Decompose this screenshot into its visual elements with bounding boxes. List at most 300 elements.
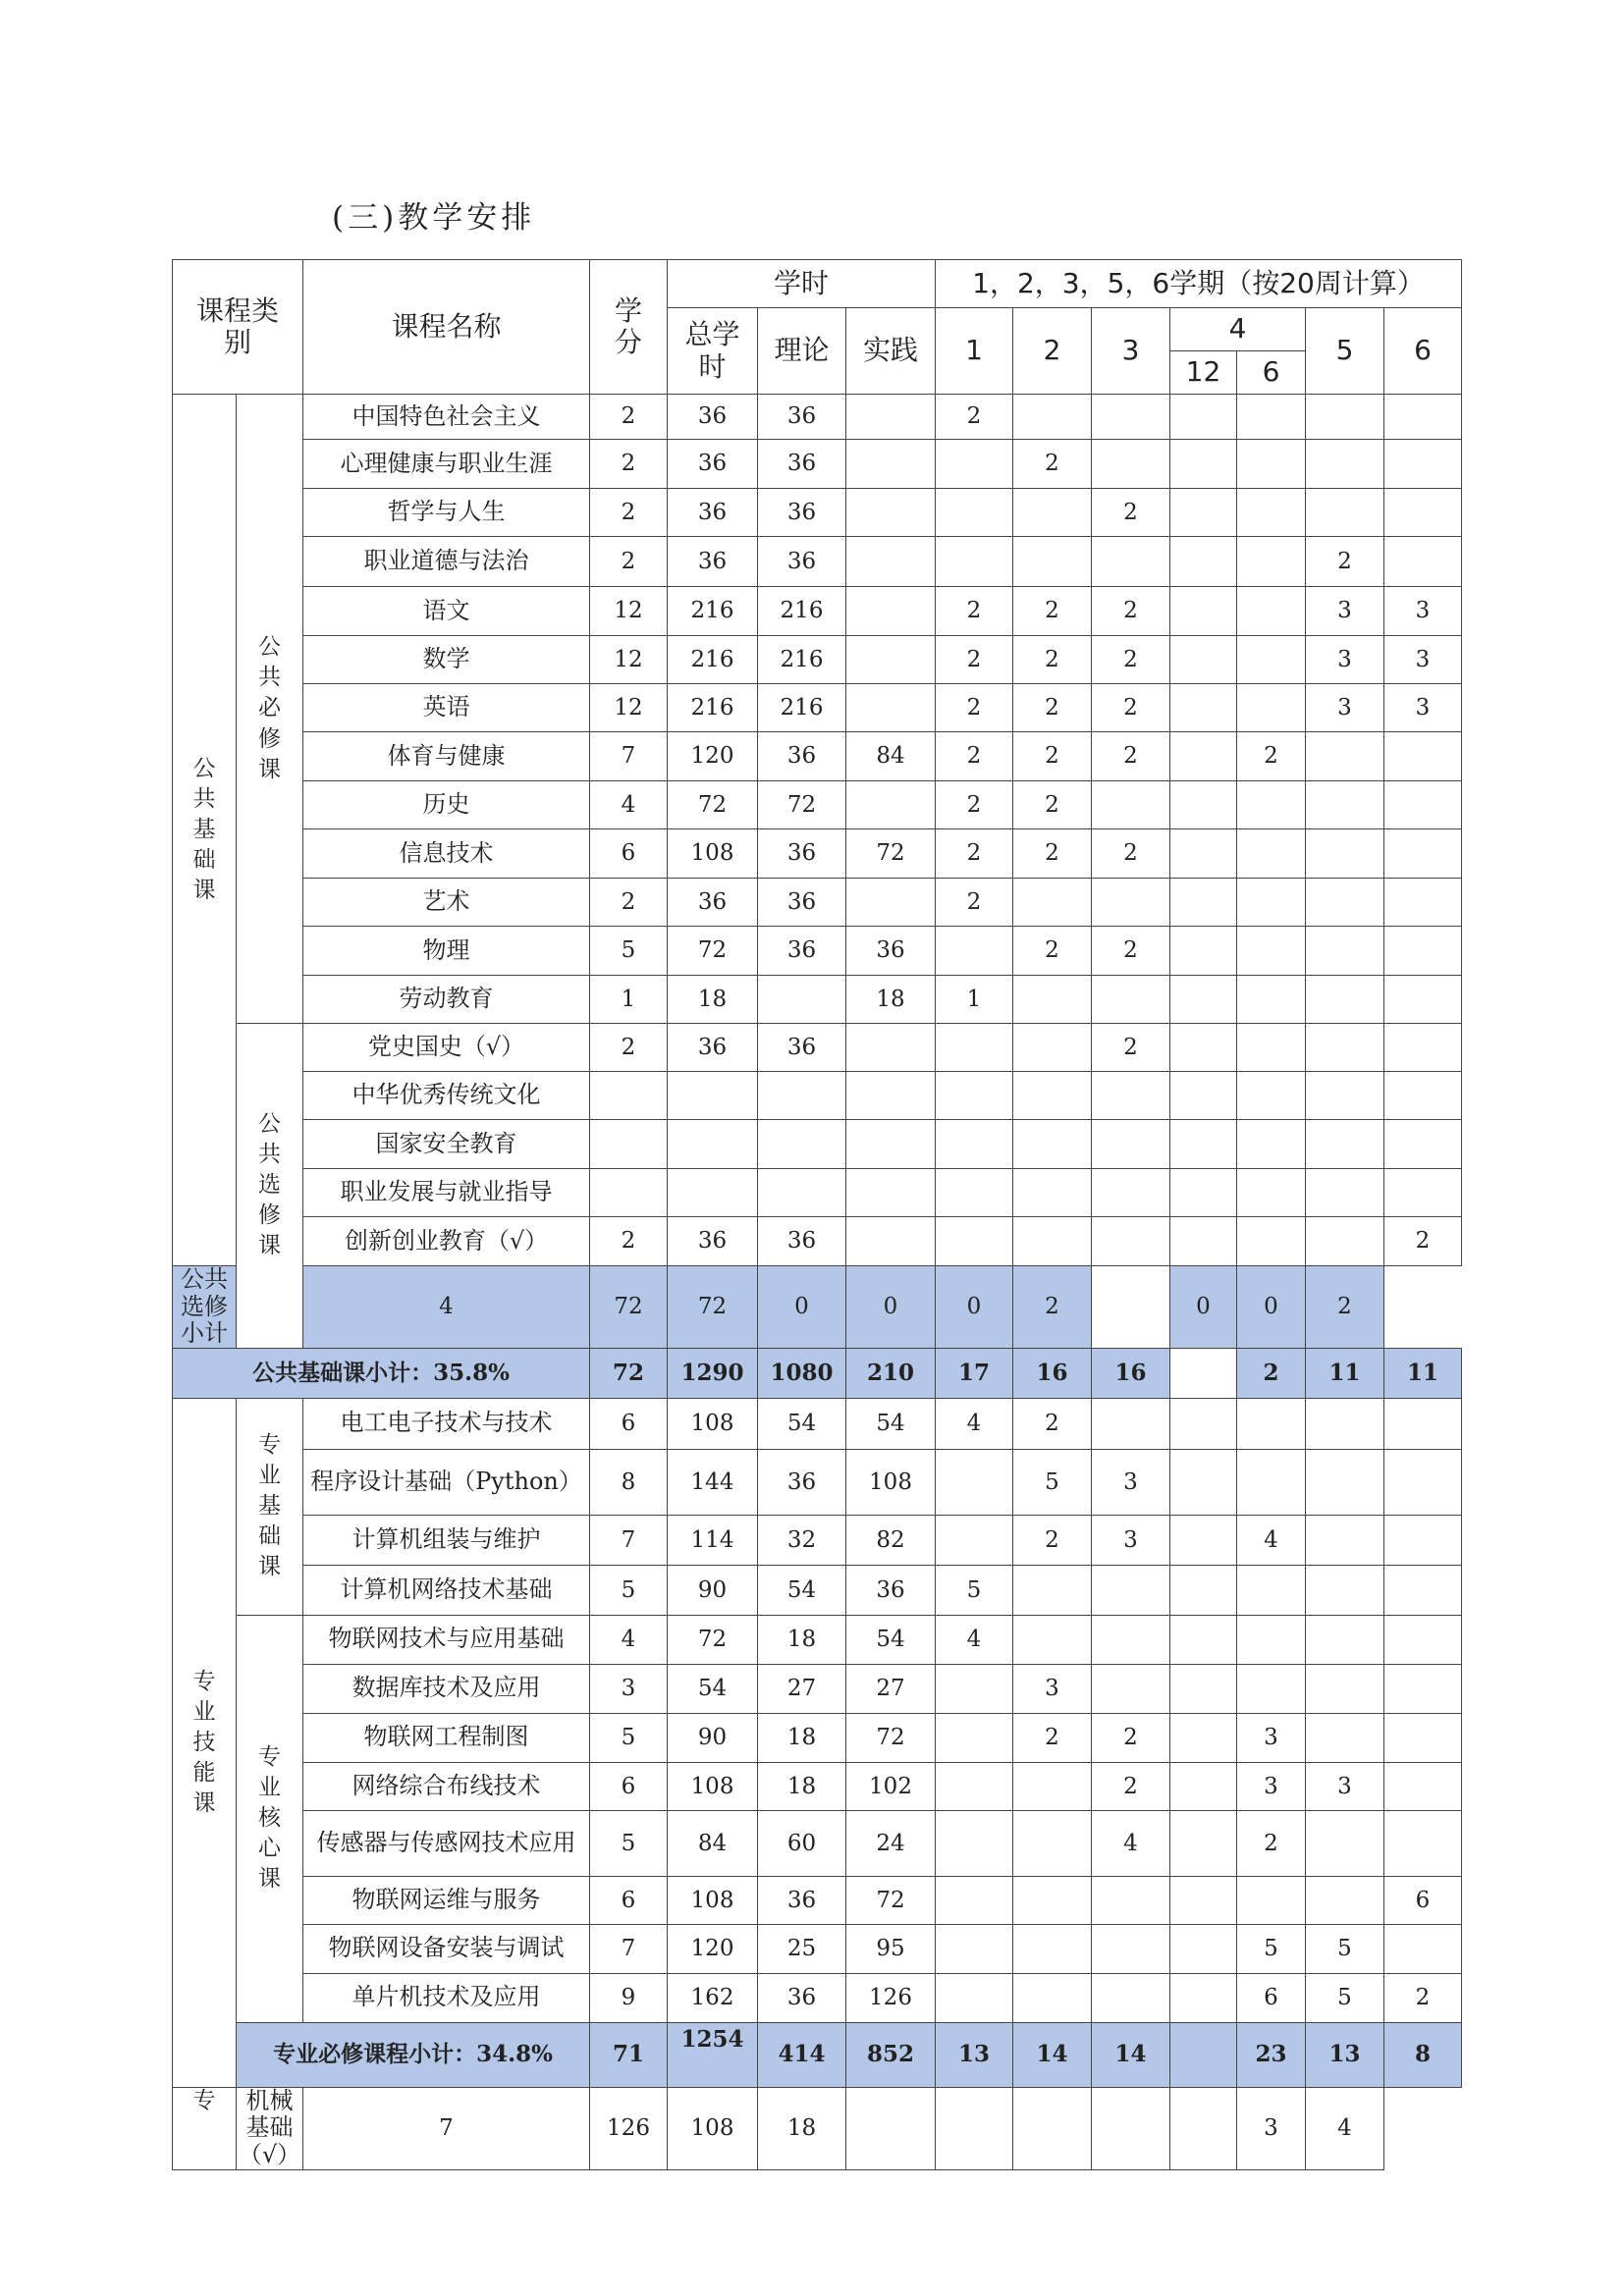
value-cell bbox=[1306, 1810, 1384, 1876]
value-cell bbox=[1384, 1664, 1462, 1713]
value-cell bbox=[1013, 1810, 1092, 1876]
course-name-cell: 机械基础（√） bbox=[237, 2087, 303, 2169]
value-cell: 2 bbox=[590, 489, 668, 537]
header-sem4a: 12 bbox=[1170, 351, 1237, 395]
value-cell: 84 bbox=[668, 1810, 758, 1876]
value-cell bbox=[846, 489, 936, 537]
value-cell bbox=[668, 1072, 758, 1120]
value-cell bbox=[1384, 537, 1462, 587]
value-cell bbox=[936, 1120, 1013, 1169]
value-cell: 144 bbox=[668, 1449, 758, 1515]
value-cell: 2 bbox=[590, 879, 668, 927]
value-cell: 12 bbox=[590, 636, 668, 684]
value-cell bbox=[1013, 1876, 1092, 1924]
value-cell: 2 bbox=[1092, 587, 1170, 636]
value-cell: 2 bbox=[1013, 732, 1092, 781]
value-cell: 72 bbox=[668, 1266, 758, 1349]
value-cell bbox=[1092, 440, 1170, 489]
table-row bbox=[173, 1713, 1462, 1762]
value-cell bbox=[936, 1876, 1013, 1924]
value-cell: 27 bbox=[846, 1664, 936, 1713]
value-cell bbox=[846, 440, 936, 489]
value-cell: 126 bbox=[846, 1973, 936, 2022]
value-cell: 18 bbox=[758, 1762, 846, 1810]
value-cell bbox=[758, 976, 846, 1024]
table-row bbox=[173, 1072, 1462, 1120]
value-cell bbox=[1170, 732, 1237, 781]
table-body bbox=[173, 395, 1462, 2170]
value-cell bbox=[1237, 1398, 1306, 1449]
value-cell bbox=[1384, 879, 1462, 927]
value-cell bbox=[1013, 2087, 1092, 2169]
value-cell: 5 bbox=[936, 1565, 1013, 1615]
value-cell: 2 bbox=[1013, 587, 1092, 636]
value-cell: 5 bbox=[590, 1565, 668, 1615]
table-row bbox=[173, 636, 1462, 684]
value-cell bbox=[1306, 1120, 1384, 1169]
value-cell bbox=[1170, 1664, 1237, 1713]
course-name-cell: 创新创业教育（√） bbox=[303, 1217, 590, 1266]
value-cell: 2 bbox=[936, 395, 1013, 440]
value-cell: 72 bbox=[668, 781, 758, 829]
section-heading: (三)教学安排 bbox=[332, 200, 536, 236]
value-cell: 71 bbox=[590, 2022, 668, 2087]
value-cell: 4 bbox=[936, 1615, 1013, 1664]
subtotal-label: 公共基础课小计：35.8% bbox=[173, 1348, 590, 1398]
table-row bbox=[173, 684, 1462, 732]
value-cell: 11 bbox=[1384, 1348, 1462, 1398]
value-cell: 17 bbox=[936, 1348, 1013, 1398]
value-cell bbox=[1092, 395, 1170, 440]
value-cell: 36 bbox=[758, 927, 846, 976]
value-cell bbox=[1237, 1169, 1306, 1217]
value-cell: 4 bbox=[590, 1615, 668, 1664]
value-cell bbox=[590, 1169, 668, 1217]
value-cell bbox=[1384, 829, 1462, 879]
value-cell: 2 bbox=[1092, 1713, 1170, 1762]
value-cell bbox=[1384, 1810, 1462, 1876]
value-cell: 60 bbox=[758, 1810, 846, 1876]
value-cell: 2 bbox=[1092, 927, 1170, 976]
value-cell: 2 bbox=[1092, 1762, 1170, 1810]
table-row bbox=[173, 829, 1462, 879]
value-cell bbox=[1306, 489, 1384, 537]
value-cell bbox=[1384, 1713, 1462, 1762]
value-cell bbox=[1013, 879, 1092, 927]
table-row bbox=[173, 1615, 1462, 1664]
value-cell: 2 bbox=[590, 1024, 668, 1072]
value-cell bbox=[1092, 1876, 1170, 1924]
value-cell: 3 bbox=[1092, 1515, 1170, 1565]
course-name-cell: 计算机组装与维护 bbox=[303, 1515, 590, 1565]
value-cell: 414 bbox=[758, 2022, 846, 2087]
header-sem4b: 6 bbox=[1237, 351, 1306, 395]
value-cell: 2 bbox=[590, 395, 668, 440]
value-cell: 108 bbox=[846, 1449, 936, 1515]
value-cell bbox=[936, 1664, 1013, 1713]
value-cell bbox=[846, 395, 936, 440]
value-cell bbox=[668, 1169, 758, 1217]
value-cell bbox=[846, 1024, 936, 1072]
header-sem2: 2 bbox=[1013, 308, 1092, 395]
value-cell bbox=[1237, 587, 1306, 636]
value-cell: 0 bbox=[936, 1266, 1013, 1349]
value-cell: 16 bbox=[1013, 1348, 1092, 1398]
value-cell bbox=[1170, 1217, 1237, 1266]
value-cell: 5 bbox=[590, 1810, 668, 1876]
value-cell: 54 bbox=[758, 1398, 846, 1449]
table-row bbox=[173, 1924, 1462, 1973]
value-cell bbox=[1237, 1664, 1306, 1713]
value-cell: 108 bbox=[668, 829, 758, 879]
value-cell: 2 bbox=[1013, 440, 1092, 489]
value-cell bbox=[1170, 829, 1237, 879]
value-cell bbox=[846, 537, 936, 587]
value-cell: 18 bbox=[668, 976, 758, 1024]
value-cell bbox=[936, 1762, 1013, 1810]
value-cell bbox=[936, 1973, 1013, 2022]
value-cell: 2 bbox=[590, 537, 668, 587]
course-name-cell: 公共选修小计 bbox=[173, 1266, 237, 1349]
value-cell bbox=[1170, 1449, 1237, 1515]
value-cell bbox=[1170, 684, 1237, 732]
group-public-basic: 公 共 基 础 课 bbox=[173, 395, 237, 1266]
value-cell bbox=[1306, 1398, 1384, 1449]
value-cell bbox=[1384, 395, 1462, 440]
value-cell bbox=[1384, 1924, 1462, 1973]
value-cell: 2 bbox=[1013, 1713, 1092, 1762]
value-cell bbox=[936, 440, 1013, 489]
value-cell: 216 bbox=[668, 636, 758, 684]
value-cell bbox=[936, 1024, 1013, 1072]
value-cell bbox=[1384, 440, 1462, 489]
subtotal-row-elective bbox=[173, 1266, 1462, 1349]
course-name-cell: 国家安全教育 bbox=[303, 1120, 590, 1169]
course-name-cell: 体育与健康 bbox=[303, 732, 590, 781]
value-cell bbox=[1013, 1072, 1092, 1120]
table-row bbox=[173, 1217, 1462, 1266]
value-cell: 3 bbox=[1237, 2087, 1306, 2169]
value-cell bbox=[1092, 976, 1170, 1024]
value-cell: 102 bbox=[846, 1762, 936, 1810]
value-cell bbox=[1170, 636, 1237, 684]
value-cell: 2 bbox=[1306, 1266, 1384, 1349]
value-cell bbox=[1237, 537, 1306, 587]
value-cell: 4 bbox=[303, 1266, 590, 1349]
course-name-cell: 数据库技术及应用 bbox=[303, 1664, 590, 1713]
course-name-cell: 数学 bbox=[303, 636, 590, 684]
value-cell bbox=[1384, 489, 1462, 537]
value-cell: 120 bbox=[668, 1924, 758, 1973]
value-cell: 90 bbox=[668, 1713, 758, 1762]
value-cell: 54 bbox=[846, 1398, 936, 1449]
value-cell bbox=[1170, 1515, 1237, 1565]
value-cell: 108 bbox=[668, 1876, 758, 1924]
value-cell bbox=[1013, 489, 1092, 537]
teaching-schedule-table bbox=[172, 259, 1462, 2170]
value-cell: 1254 bbox=[668, 2022, 758, 2087]
value-cell: 72 bbox=[846, 829, 936, 879]
value-cell: 8 bbox=[590, 1449, 668, 1515]
value-cell bbox=[1384, 1398, 1462, 1449]
table-row bbox=[173, 1449, 1462, 1515]
value-cell bbox=[1092, 1664, 1170, 1713]
table-row bbox=[173, 976, 1462, 1024]
value-cell: 6 bbox=[590, 829, 668, 879]
value-cell bbox=[1170, 1348, 1237, 1398]
value-cell bbox=[1306, 781, 1384, 829]
value-cell bbox=[1306, 879, 1384, 927]
value-cell bbox=[1013, 1120, 1092, 1169]
value-cell bbox=[936, 1924, 1013, 1973]
value-cell: 6 bbox=[1384, 1876, 1462, 1924]
value-cell: 2 bbox=[936, 879, 1013, 927]
value-cell: 2 bbox=[936, 781, 1013, 829]
subtotal-label: 专业必修课程小计：34.8% bbox=[237, 2022, 590, 2087]
value-cell: 82 bbox=[846, 1515, 936, 1565]
header-theory: 理论 bbox=[758, 308, 846, 395]
value-cell: 2 bbox=[1092, 489, 1170, 537]
value-cell: 36 bbox=[668, 1024, 758, 1072]
value-cell: 0 bbox=[846, 1266, 936, 1349]
value-cell bbox=[1237, 1876, 1306, 1924]
value-cell: 1080 bbox=[758, 1348, 846, 1398]
value-cell bbox=[1306, 927, 1384, 976]
value-cell: 2 bbox=[1384, 1217, 1462, 1266]
value-cell bbox=[1237, 879, 1306, 927]
value-cell bbox=[1092, 537, 1170, 587]
course-name-cell: 单片机技术及应用 bbox=[303, 1973, 590, 2022]
course-name-cell: 网络综合布线技术 bbox=[303, 1762, 590, 1810]
value-cell: 2 bbox=[1013, 1515, 1092, 1565]
header-sem3: 3 bbox=[1092, 308, 1170, 395]
value-cell bbox=[1384, 781, 1462, 829]
value-cell bbox=[846, 1120, 936, 1169]
value-cell bbox=[1237, 1449, 1306, 1515]
value-cell: 216 bbox=[668, 587, 758, 636]
header-category: 课程类别 bbox=[173, 260, 303, 395]
value-cell bbox=[1092, 1217, 1170, 1266]
value-cell: 36 bbox=[668, 1217, 758, 1266]
group-professional-skill: 专 业 技 能 课 bbox=[173, 1398, 237, 2087]
value-cell bbox=[936, 1515, 1013, 1565]
value-cell: 3 bbox=[1013, 1664, 1092, 1713]
value-cell bbox=[1013, 1169, 1092, 1217]
value-cell bbox=[1013, 395, 1092, 440]
table-row bbox=[173, 2087, 1462, 2169]
value-cell bbox=[1306, 976, 1384, 1024]
value-cell: 36 bbox=[758, 1024, 846, 1072]
value-cell: 36 bbox=[668, 440, 758, 489]
value-cell: 2 bbox=[1306, 537, 1384, 587]
value-cell bbox=[1092, 1398, 1170, 1449]
value-cell bbox=[1170, 1398, 1237, 1449]
value-cell: 3 bbox=[1384, 636, 1462, 684]
value-cell: 14 bbox=[1092, 2022, 1170, 2087]
value-cell bbox=[846, 587, 936, 636]
value-cell: 36 bbox=[668, 537, 758, 587]
value-cell bbox=[1170, 587, 1237, 636]
value-cell bbox=[1384, 1449, 1462, 1515]
table-row bbox=[173, 879, 1462, 927]
course-name-cell: 传感器与传感网技术应用 bbox=[303, 1810, 590, 1876]
value-cell bbox=[668, 1120, 758, 1169]
value-cell: 5 bbox=[1306, 1924, 1384, 1973]
value-cell bbox=[1306, 1515, 1384, 1565]
value-cell: 216 bbox=[758, 636, 846, 684]
value-cell bbox=[1092, 1169, 1170, 1217]
value-cell bbox=[936, 1169, 1013, 1217]
value-cell bbox=[1170, 1876, 1237, 1924]
value-cell: 4 bbox=[1092, 1810, 1170, 1876]
value-cell: 36 bbox=[758, 1973, 846, 2022]
value-cell bbox=[1384, 1024, 1462, 1072]
course-name-cell: 程序设计基础（Python） bbox=[303, 1449, 590, 1515]
value-cell: 18 bbox=[846, 976, 936, 1024]
table-row bbox=[173, 1664, 1462, 1713]
value-cell: 3 bbox=[1384, 684, 1462, 732]
course-name-cell: 职业发展与就业指导 bbox=[303, 1169, 590, 1217]
value-cell bbox=[846, 879, 936, 927]
course-name-cell: 哲学与人生 bbox=[303, 489, 590, 537]
value-cell bbox=[758, 1169, 846, 1217]
value-cell: 84 bbox=[846, 732, 936, 781]
value-cell bbox=[1170, 440, 1237, 489]
value-cell: 8 bbox=[1384, 2022, 1462, 2087]
group-professional-elective: 专 bbox=[173, 2087, 237, 2169]
value-cell: 5 bbox=[1306, 1973, 1384, 2022]
value-cell bbox=[1237, 927, 1306, 976]
value-cell: 36 bbox=[668, 879, 758, 927]
course-name-cell: 中华优秀传统文化 bbox=[303, 1072, 590, 1120]
header-sem5: 5 bbox=[1306, 308, 1384, 395]
value-cell bbox=[1237, 1120, 1306, 1169]
value-cell: 36 bbox=[758, 489, 846, 537]
course-name-cell: 党史国史（√） bbox=[303, 1024, 590, 1072]
course-name-cell: 历史 bbox=[303, 781, 590, 829]
value-cell: 216 bbox=[668, 684, 758, 732]
value-cell: 25 bbox=[758, 1924, 846, 1973]
value-cell bbox=[936, 2087, 1013, 2169]
value-cell: 12 bbox=[590, 587, 668, 636]
header-sem1: 1 bbox=[936, 308, 1013, 395]
value-cell: 2 bbox=[590, 1217, 668, 1266]
value-cell: 3 bbox=[1092, 1449, 1170, 1515]
value-cell bbox=[1092, 2087, 1170, 2169]
value-cell bbox=[1384, 1565, 1462, 1615]
value-cell bbox=[1237, 1615, 1306, 1664]
value-cell: 72 bbox=[668, 1615, 758, 1664]
value-cell bbox=[1306, 1217, 1384, 1266]
header-practice: 实践 bbox=[846, 308, 936, 395]
value-cell: 5 bbox=[1013, 1449, 1092, 1515]
course-name-cell: 物联网工程制图 bbox=[303, 1713, 590, 1762]
value-cell: 54 bbox=[846, 1615, 936, 1664]
value-cell bbox=[1170, 1924, 1237, 1973]
value-cell: 108 bbox=[668, 2087, 758, 2169]
value-cell: 2 bbox=[1237, 732, 1306, 781]
table-row bbox=[173, 1876, 1462, 1924]
value-cell bbox=[1306, 1876, 1384, 1924]
value-cell: 36 bbox=[758, 879, 846, 927]
value-cell: 4 bbox=[1306, 2087, 1384, 2169]
value-cell bbox=[936, 927, 1013, 976]
table-row bbox=[173, 489, 1462, 537]
value-cell: 36 bbox=[758, 440, 846, 489]
value-cell: 23 bbox=[1237, 2022, 1306, 2087]
value-cell bbox=[1306, 395, 1384, 440]
value-cell: 54 bbox=[668, 1664, 758, 1713]
value-cell bbox=[1306, 732, 1384, 781]
header-hours: 学时 bbox=[668, 260, 936, 308]
value-cell: 1290 bbox=[668, 1348, 758, 1398]
value-cell bbox=[1306, 1449, 1384, 1515]
value-cell: 4 bbox=[936, 1398, 1013, 1449]
value-cell: 16 bbox=[1092, 1348, 1170, 1398]
value-cell: 7 bbox=[590, 732, 668, 781]
value-cell: 36 bbox=[758, 1449, 846, 1515]
value-cell: 5 bbox=[1237, 1924, 1306, 1973]
course-name-cell: 物理 bbox=[303, 927, 590, 976]
value-cell bbox=[1170, 879, 1237, 927]
value-cell bbox=[1013, 976, 1092, 1024]
value-cell bbox=[1092, 1266, 1170, 1349]
group-professional-basic: 专 业 基 础 课 bbox=[237, 1398, 303, 1615]
table-row bbox=[173, 1810, 1462, 1876]
table-row bbox=[173, 1024, 1462, 1072]
table-row bbox=[173, 395, 1462, 440]
value-cell: 6 bbox=[590, 1762, 668, 1810]
value-cell: 0 bbox=[1170, 1266, 1237, 1349]
value-cell bbox=[1237, 1217, 1306, 1266]
value-cell bbox=[1384, 1169, 1462, 1217]
value-cell bbox=[1237, 976, 1306, 1024]
value-cell bbox=[1170, 1713, 1237, 1762]
value-cell bbox=[936, 489, 1013, 537]
value-cell bbox=[1092, 781, 1170, 829]
value-cell: 1 bbox=[590, 976, 668, 1024]
value-cell bbox=[1306, 1615, 1384, 1664]
value-cell bbox=[1170, 1169, 1237, 1217]
value-cell bbox=[936, 1810, 1013, 1876]
value-cell: 11 bbox=[1306, 1348, 1384, 1398]
value-cell bbox=[1013, 1973, 1092, 2022]
value-cell: 13 bbox=[936, 2022, 1013, 2087]
value-cell bbox=[1170, 1565, 1237, 1615]
value-cell: 95 bbox=[846, 1924, 936, 1973]
value-cell: 36 bbox=[846, 927, 936, 976]
group-professional-core: 专 业 核 心 课 bbox=[237, 1615, 303, 2022]
course-name-cell: 信息技术 bbox=[303, 829, 590, 879]
group-public-required: 公 共 必 修 课 bbox=[237, 395, 303, 1024]
value-cell bbox=[590, 1120, 668, 1169]
value-cell: 2 bbox=[1092, 732, 1170, 781]
value-cell: 120 bbox=[668, 732, 758, 781]
value-cell: 3 bbox=[1306, 587, 1384, 636]
table-row bbox=[173, 1398, 1462, 1449]
value-cell: 2 bbox=[1092, 829, 1170, 879]
course-name-cell: 计算机网络技术基础 bbox=[303, 1565, 590, 1615]
value-cell: 2 bbox=[1013, 829, 1092, 879]
value-cell bbox=[1013, 1762, 1092, 1810]
table-row bbox=[173, 781, 1462, 829]
table-row bbox=[173, 1565, 1462, 1615]
value-cell: 18 bbox=[758, 2087, 846, 2169]
value-cell: 72 bbox=[846, 1713, 936, 1762]
value-cell: 4 bbox=[1237, 1515, 1306, 1565]
value-cell bbox=[846, 636, 936, 684]
value-cell bbox=[936, 537, 1013, 587]
